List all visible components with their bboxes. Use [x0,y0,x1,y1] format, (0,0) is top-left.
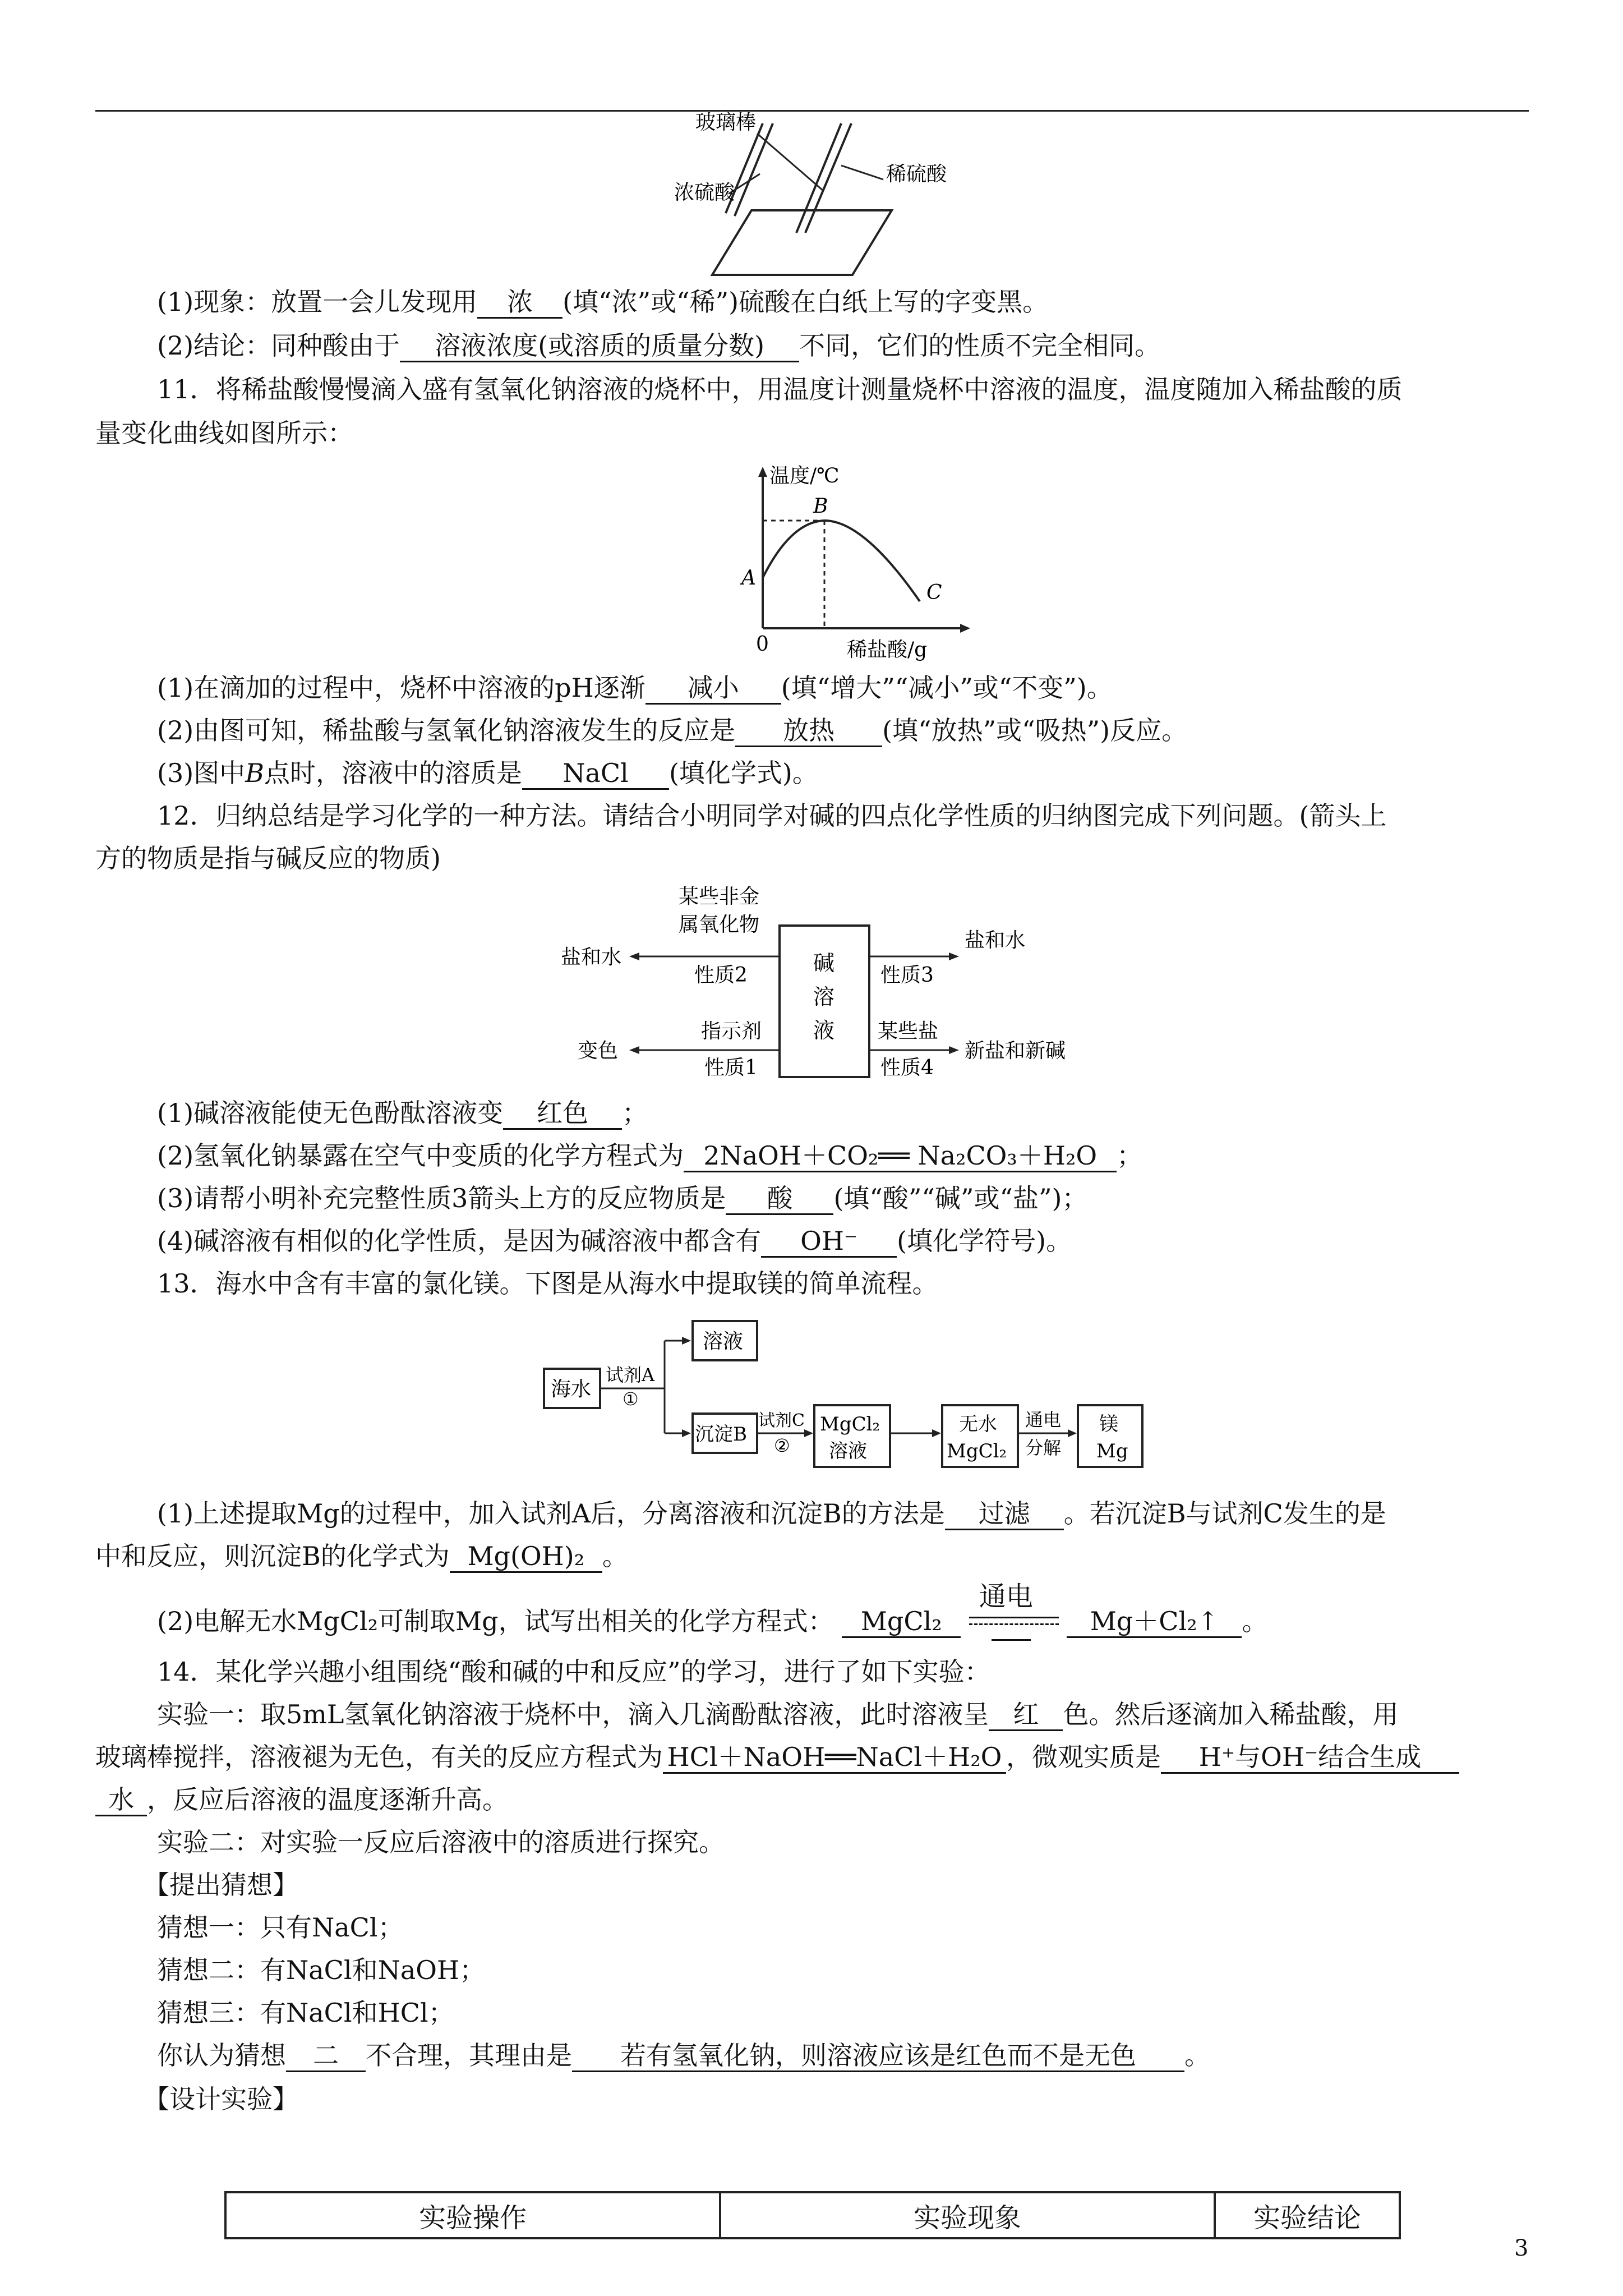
arrow-right-top [949,953,959,960]
svg-text:镁: 镁 [1099,1413,1118,1435]
label-electrolysis: 通电 [1025,1409,1062,1430]
point-label-c: C [926,581,942,604]
label-salt-water-right: 盐和水 [965,929,1026,952]
pointer-rod [757,134,823,191]
answer-blank: Mg(OH)₂ [450,1541,602,1573]
svg-text:溶液: 溶液 [829,1440,867,1462]
answer-blank: 过滤 [945,1498,1064,1530]
svg-text:海水: 海水 [551,1378,592,1401]
q14-exp1-line2: 玻璃棒搅拌，溶液褪为无色，有关的反应方程式为 HCl＋NaOH══NaCl＋H₂O ，微观实质是 H⁺与OH⁻结合生成 [95,1740,1459,1774]
table-header-operation: 实验操作 [225,2192,720,2238]
y-axis-arrow [758,467,767,477]
temperature-curve [763,521,920,601]
label-decompose: 分解 [1025,1437,1062,1458]
label-reagent-c: 试剂C [758,1411,805,1430]
label-prop1: 性质1 [704,1056,758,1079]
y-axis-label: 温度/℃ [769,464,840,487]
table-header-phenomenon: 实验现象 [720,2192,1215,2238]
q10-line2: (2)结论：同种酸由于 溶液浓度(或溶质的质量分数) 不同，它们的性质不完全相同。 [157,329,1160,362]
label-prop2: 性质2 [694,964,748,987]
q10-line1: (1)现象：放置一会儿发现用 浓 (填“浓”或“稀”)硫酸在白纸上写的字变黑。 [157,285,1048,319]
answer-blank: 放热 [735,715,882,747]
q11-q3: (3)图中B点时，溶液中的溶质是 NaCl (填化学式)。 [157,756,818,790]
answer-blank: 浓 [477,287,562,319]
label-salt-water-left: 盐和水 [561,946,622,969]
heading-design-experiment: 【设计实验】 [144,2084,298,2114]
label-conc-acid: 浓硫酸 [674,181,735,204]
q11-q1: (1)在滴加的过程中，烧杯中溶液的pH逐渐 减小 (填“增大”“减小”或“不变”)。 [157,671,1113,705]
guess-1: 猜想一：只有NaCl； [157,1912,404,1943]
q11-stem-line1: 11．将稀盐酸慢慢滴入盛有氢氧化钠溶液的烧杯中，用温度计测量烧杯中溶液的温度，温度随加入稀盐酸的质 [157,374,1403,404]
answer-blank: OH⁻ [761,1226,897,1258]
q11-stem-line2: 量变化曲线如图所示： [95,418,353,448]
center-char-2: 溶 [813,984,835,1009]
answer-blank: 二 [286,2040,366,2072]
glass-rod-right-a [796,123,841,233]
q12-q2: (2)氢氧化钠暴露在空气中变质的化学方程式为 2NaOH＋CO₂══ Na₂CO₃＋H₂O ； [157,1139,1142,1172]
arrow-left-top [629,953,639,960]
q13-stem: 13．海水中含有丰富的氯化镁。下图是从海水中提取镁的简单流程。 [157,1268,938,1299]
header-rule [95,110,1529,112]
q13-q1-line2: 中和反应，则沉淀B的化学式为 Mg(OH)₂ 。 [95,1539,628,1573]
q13-q1-line1: (1)上述提取Mg的过程中，加入试剂A后，分离溶液和沉淀B的方法是 过滤 。若沉淀B与试剂C发生的是 [157,1497,1386,1530]
q12-q4: (4)碱溶液有相似的化学性质，是因为碱溶液中都含有 OH⁻ (填化学符号)。 [157,1224,1072,1258]
center-char-3: 液 [813,1018,835,1043]
q12-stem-line2: 方的物质是指与碱反应的物质) [95,843,441,873]
electrolysis-condition: 通电 [969,1604,1059,1638]
answer-blank: MgCl₂ [842,1606,961,1638]
answer-blank: NaCl [522,758,669,790]
temperature-chart [729,460,981,662]
answer-blank: 减小 [645,673,781,705]
guess-3: 猜想三：有NaCl和HCl； [157,1998,454,2028]
svg-text:MgCl₂: MgCl₂ [947,1440,1007,1462]
figure-glass-rods [673,112,1038,280]
origin-label: 0 [756,633,769,656]
guess-2: 猜想二：有NaCl和NaOH； [157,1955,486,1985]
svg-text:溶液: 溶液 [703,1330,744,1353]
label-prop3: 性质3 [880,964,934,987]
arrow-right-bottom [949,1046,959,1054]
x-axis-arrow [960,624,970,633]
answer-blank: 2NaOH＋CO₂══ Na₂CO₃＋H₂O [684,1140,1117,1172]
label-prop4: 性质4 [880,1056,934,1079]
label-nonmetal-2: 属氧化物 [679,913,760,936]
q14-exp1-line3: 水 ，反应后溶液的温度逐渐升高。 [95,1783,508,1816]
point-label-a: A [741,567,756,590]
svg-text:沉淀B: 沉淀B [695,1423,747,1446]
label-nonmetal-1: 某些非金 [679,885,760,908]
label-dilute-acid: 稀硫酸 [886,163,947,186]
svg-text:MgCl₂: MgCl₂ [820,1413,880,1435]
label-glass-rod: 玻璃棒 [695,111,757,134]
answer-blank: Mg＋Cl₂↑ [1067,1606,1242,1638]
answer-blank: 红 [989,1699,1063,1731]
pointer-dilute [841,165,883,180]
q13-q2: (2)电解无水MgCl₂可制取Mg，试写出相关的化学方程式： MgCl₂ 通电 Mg＋Cl₂↑ 。 [157,1604,1267,1638]
q12-q1: (1)碱溶液能使无色酚酞溶液变 红色 ； [157,1096,648,1130]
label-new-salt-base: 新盐和新碱 [965,1039,1066,1062]
svg-text:Mg: Mg [1096,1440,1128,1462]
arrow-left-bottom [629,1046,639,1054]
answer-blank: 若有氢氧化钠，则溶液应该是红色而不是无色 [572,2040,1184,2072]
answer-blank: 红色 [503,1098,622,1130]
experiment-table [224,2191,1401,2239]
svg-text:无水: 无水 [959,1413,997,1435]
glass-rod-left-b [735,123,773,216]
label-step1: ① [623,1388,639,1410]
table-header-conclusion: 实验结论 [1215,2192,1400,2238]
answer-blank: H⁺与OH⁻结合生成 [1161,1742,1459,1774]
label-some-salt: 某些盐 [878,1020,939,1043]
q11-q2: (2)由图可知，稀盐酸与氢氧化钠溶液发生的反应是 放热 (填“放热”或“吸热”)反应。 [157,714,1187,747]
glass-rod-right-b [805,123,851,233]
label-color-change: 变色 [578,1039,619,1062]
magnesium-flowchart [538,1313,1155,1481]
x-axis-label: 稀盐酸/g [847,638,928,661]
answer-blank: 水 [95,1784,147,1816]
q12-q3: (3)请帮小明补充完整性质3箭头上方的反应物质是 酸 (填“酸”“碱”或“盐”)； [157,1181,1087,1215]
answer-blank: 溶液浓度(或溶质的质量分数) [400,330,799,362]
q14-exp1-line1: 实验一：取5mL氢氧化钠溶液于烧杯中，滴入几滴酚酞溶液，此时溶液呈 红 色。然后逐滴加入稀盐酸，用 [157,1697,1398,1731]
center-char-1: 碱 [813,951,835,976]
label-step2: ② [774,1435,790,1456]
heading-propose-guess: 【提出猜想】 [144,1870,298,1900]
answer-blank: 酸 [726,1183,833,1215]
q12-stem-line1: 12．归纳总结是学习化学的一种方法。请结合小明同学对碱的四点化学性质的归纳图完成下列问题。(箭头上 [157,800,1387,831]
base-properties-diagram [561,881,1099,1088]
label-indicator: 指示剂 [701,1020,762,1043]
answer-blank: HCl＋NaOH══NaCl＋H₂O [663,1742,1006,1774]
q14-stem: 14．某化学兴趣小组围绕“酸和碱的中和反应”的学习，进行了如下实验： [157,1657,990,1687]
q14-exp2: 实验二：对实验一反应后溶液中的溶质进行探究。 [157,1827,725,1857]
point-label-b: B [813,495,828,518]
page-number: 3 [1514,2235,1529,2261]
reason-line: 你认为猜想 二 不合理，其理由是 若有氢氧化钠，则溶液应该是红色而不是无色 。 [157,2039,1210,2072]
label-reagent-a: 试剂A [606,1364,655,1386]
